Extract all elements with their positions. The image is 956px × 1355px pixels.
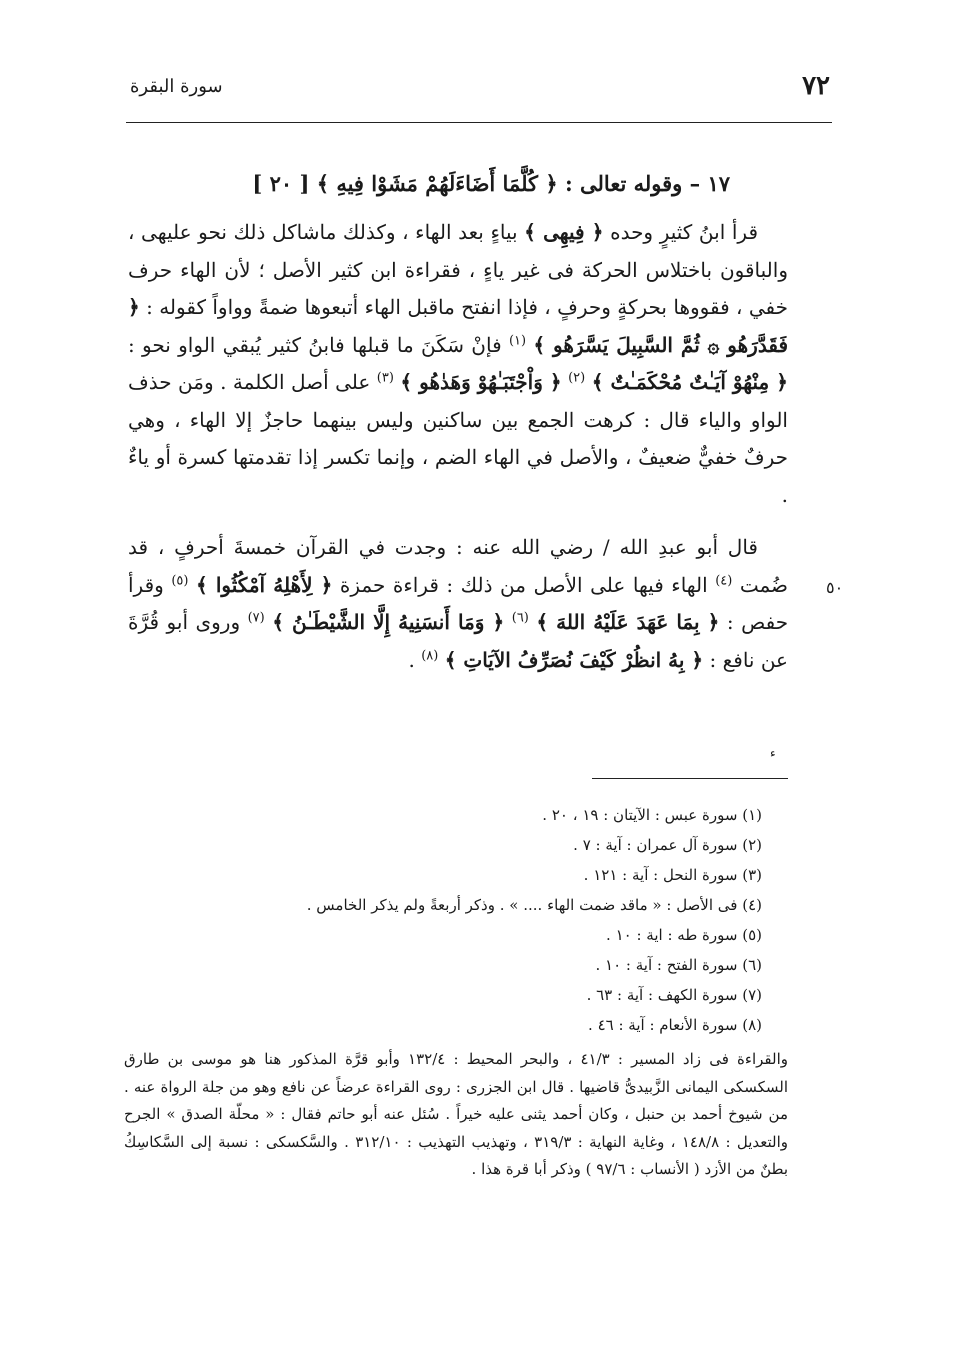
- stray-mark: ء: [770, 746, 776, 760]
- footnote-item: (٣) سورة النحل : آية : ١٢١ .: [583, 866, 762, 884]
- verse-reference: [ ٢٠ ]: [252, 171, 310, 196]
- footnote-item: (٧) سورة الكهف : آية : ٦٣ .: [586, 986, 762, 1004]
- text-segment: وقرأ حفص :: [128, 572, 789, 634]
- running-title: سورة البقرة: [130, 75, 223, 97]
- footnote-ref[interactable]: (٢): [568, 370, 586, 386]
- footnote-ref[interactable]: (٨): [421, 647, 439, 663]
- footnote-item: (١) سورة عبس : الآيتان : ١٩ ، ٢٠ .: [542, 806, 762, 824]
- footnote-ref[interactable]: (٧): [247, 610, 265, 626]
- quran-quote: ﴿ لِأَهْلِهُ آمْكُثُوا ﴾: [196, 572, 333, 597]
- text-segment: بياءٍ بعد الهاء ، وكذلك ماشاكل ذلك نحو عليهى ، والباقون باختلاس الحركة فى غير ياءٍ ، فقراءة ابن كثير الأصل ؛ لأن الهاء حرف خفي ، فقووها بحركةٍ وحرفٍ ، فإذا انفتح ماقبل الهاء أتبعوها ضمةً وواواً كقوله :: [128, 220, 789, 319]
- footnotes: [124, 800, 788, 1184]
- paragraph-1: [128, 214, 788, 514]
- text-segment: الهاء فيها على الأصل من ذلك : قراءة حمزة: [339, 572, 708, 597]
- text-segment: فإنْ سَكَنَ ما قبلها فابنُ كثير يُبقي الواو نحو :: [128, 332, 502, 357]
- footnote-ref[interactable]: (٣): [376, 370, 394, 386]
- margin-folio-number: ٥٠: [826, 578, 844, 597]
- quran-quote: ﴿ بِمَا عَهَدَ عَلَيْهُ اللهَ ﴾: [536, 610, 720, 634]
- text-segment: .: [408, 647, 415, 672]
- text-segment: على أصل الكلمة . ومَن حذف الواو والياء قال : كرهت الجمع بين ساكنين وليس بينهما حاجزٌ إلا الهاء ، وهي حرفٌ خفيٌّ ضعيفٌ ، والأصل في الهاء الضم ، وإنما تكسر إذا تقدمتها كسرة أو ياءٌ .: [128, 370, 788, 507]
- footnote-continuation: والقراءة فى زاد المسير : ٤١/٣ ، والبحر المحيط : ١٣٢/٤ وأبو قرَّة المذكور هنا هو موسى بن طارق السكسكى اليمانى الزَّبيدىُّ قاضيها . قال ابن الجزرى : روى القراءة عرضاً عن نافع وهو من جلة الرواة عنه . من شيوخ أحمد بن حنبل ، وكان أحمد يثنى عليه خيراً . سُئل عنه أبو حاتم فقال : « محلّة الصدق » الجرح والتعديل : ١٤٨/٨ ، وغاية النهاية : ٣١٩/٣ ، وتهذيب التهذيب : ٣١٢/١٠ . والسَّكسكى : نسبة إلى السَّكاسِكُ بطنٌ من الأزد ( الأنساب : ٩٧/٦ ) وذكر أبا قرة هذا .: [124, 1050, 788, 1178]
- paragraph-2: [128, 529, 788, 679]
- footnote-ref[interactable]: (٦): [511, 610, 529, 626]
- footnote-ref[interactable]: (٥): [171, 572, 189, 588]
- verse-quote: ﴿ كُلَّمَا أَضَاءَلَهُمْ مَشَوْا فِيهِ ﴾: [316, 171, 558, 196]
- footnote-rule: [592, 778, 788, 779]
- page-number: ٧٢: [802, 71, 830, 101]
- footnote-ref[interactable]: (٤): [715, 572, 733, 588]
- quran-quote: ﴿ فِيهِى ﴾: [524, 220, 604, 244]
- quran-quote: ﴿ مِنْهُوْ آيَـٰتٌ مُحْكَمَـٰتٌ ﴾: [591, 370, 789, 394]
- quran-quote: ﴿ بِهُ انظُرْ كَيْفَ نُصَرِّفُ الآيَاتِ ﴾: [444, 647, 704, 672]
- footnote-item: (٢) سورة آل عمران : آية : ٧ .: [573, 836, 762, 854]
- main-text: [128, 214, 788, 679]
- header-rule: [126, 122, 832, 123]
- quran-quote: ﴿ فَقَدَّرَهُو ۞ ثُمَّ السَّبِيلَ يَسَّرَهُو ﴾: [128, 295, 789, 357]
- footnote-item: (٨) سورة الأنعام : آية : ٤٦ .: [588, 1016, 762, 1034]
- verse-intro: وقوله تعالى :: [564, 171, 683, 196]
- text-segment: وروى أبو قُرَّةَ عن نافع :: [128, 610, 788, 672]
- footnote-item: (٦) سورة الفتح : آية : ١٠ .: [595, 956, 762, 974]
- quran-quote: ﴿ وَاْجْتَبَـٰهُوْ وَهَدٰهُو ﴾: [400, 370, 562, 394]
- text-segment: قال أبو عبدِ الله / رضي الله عنه : وجدت في القرآن خمسةَ أحرفٍ ، قد ضُمت: [128, 535, 789, 597]
- footnote-ref[interactable]: (١): [508, 332, 527, 348]
- footnote-item: (٤) فى الأصل : « ماقد ضمت الهاء .... » . وذكر أربعةً ولم يذكر الخامس .: [306, 896, 762, 914]
- verse-number: ١٧ –: [689, 171, 730, 196]
- verse-heading: [140, 166, 730, 202]
- page-header: [130, 66, 830, 106]
- text-segment: قرأ ابنُ كثيرٍ وحده: [610, 220, 759, 244]
- footnote-item: (٥) سورة طه : اية : ١٠ .: [606, 926, 762, 944]
- quran-quote: ﴿ وَمَا أَنسَنِيهُ إِلَّا الشَّيْطَـٰنُ ﴾: [272, 610, 505, 634]
